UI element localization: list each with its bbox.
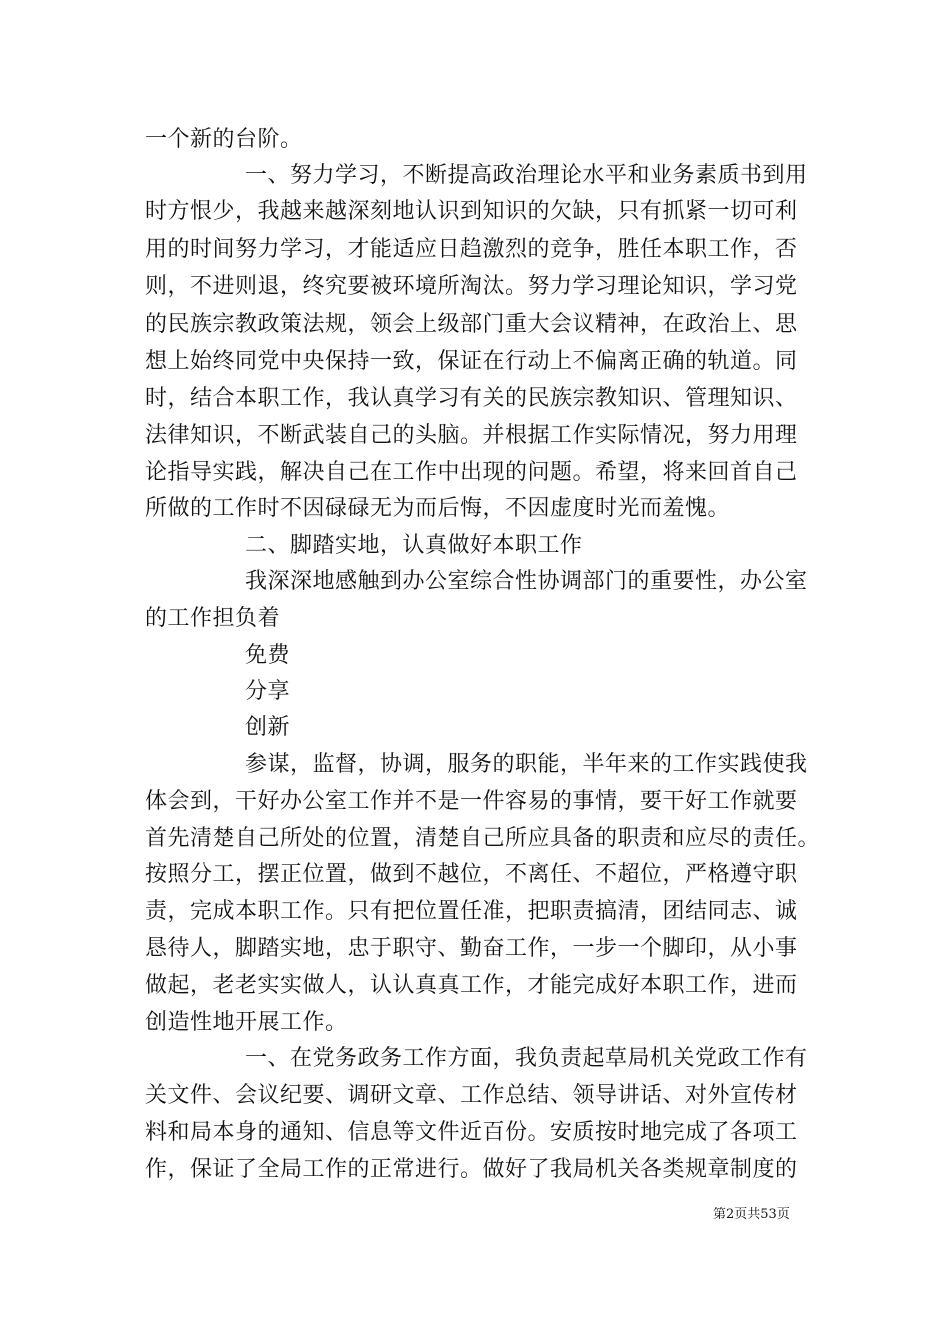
text-line: 则，不进则退，终究要被环境所淘汰。努力学习理论知识，学习党 [145,274,798,299]
text-line: 免费 [245,643,291,668]
text-line: 创新 [245,715,291,740]
text-line: 体会到，干好办公室工作并不是一件容易的事情，要干好工作就要 [145,789,798,814]
text-line: 的民族宗教政策法规，领会上级部门重大会议精神，在政治上、思 [145,312,798,337]
text-line: 恳待人，脚踏实地，忠于职守、勤奋工作，一步一个脚印，从小事 [145,936,798,961]
text-line: 首先清楚自己所处的位置，清楚自己所应具备的职责和应尽的责任。 [145,826,821,851]
section-heading: 二、脚踏实地，认真做好本职工作 [245,533,583,558]
text-line: 料和局本身的通知、信息等文件近百份。安质按时地完成了各项工 [145,1120,798,1145]
text-line: 做起，老老实实做人，认认真真工作，才能完成好本职工作，进而 [145,973,798,998]
text-line: 参谋，监督，协调，服务的职能，半年来的工作实践使我 [245,752,808,777]
text-line: 关文件、会议纪要、调研文章、工作总结、领导讲话、对外宣传材 [145,1083,798,1108]
text-line: 时，结合本职工作，我认真学习有关的民族宗教知识、管理知识、 [145,386,798,411]
text-line: 的工作担负着 [145,606,281,631]
text-line: 时方恨少，我越来越深刻地认识到知识的欠缺，只有抓紧一切可利 [145,199,798,224]
text-line: 按照分工，摆正位置，做到不越位，不离任、不超位，严格遵守职 [145,862,798,887]
text-line: 一个新的台阶。 [145,127,303,152]
text-line: 分享 [245,679,291,704]
text-line: 法律知识，不断武装自己的头脑。并根据工作实际情况，努力用理 [145,423,798,448]
text-line: 责，完成本职工作。只有把位置任准，把职责搞清，团结同志、诚 [145,899,798,924]
text-line: 用的时间努力学习，才能适应日趋激烈的竞争，胜任本职工作，否 [145,237,798,262]
text-line: 想上始终同党中央保持一致，保证在行动上不偏离正确的轨道。同 [145,349,798,374]
text-line: 所做的工作时不因碌碌无为而后悔，不因虚度时光而羞愧。 [145,496,731,521]
text-line: 我深深地感触到办公室综合性协调部门的重要性，办公室 [245,569,808,594]
text-line: 论指导实践，解决自己在工作中出现的问题。希望，将来回首自己 [145,460,798,485]
text-line: 创造性地开展工作。 [145,1010,348,1035]
text-line: 一、在党务政务工作方面，我负责起草局机关党政工作有 [245,1046,808,1071]
text-line: 作，保证了全局工作的正常进行。做好了我局机关各类规章制度的 [145,1157,798,1182]
text-line: 一、努力学习，不断提高政治理论水平和业务素质书到用 [245,163,808,188]
page-number: 第2页共53页 [713,1207,790,1222]
